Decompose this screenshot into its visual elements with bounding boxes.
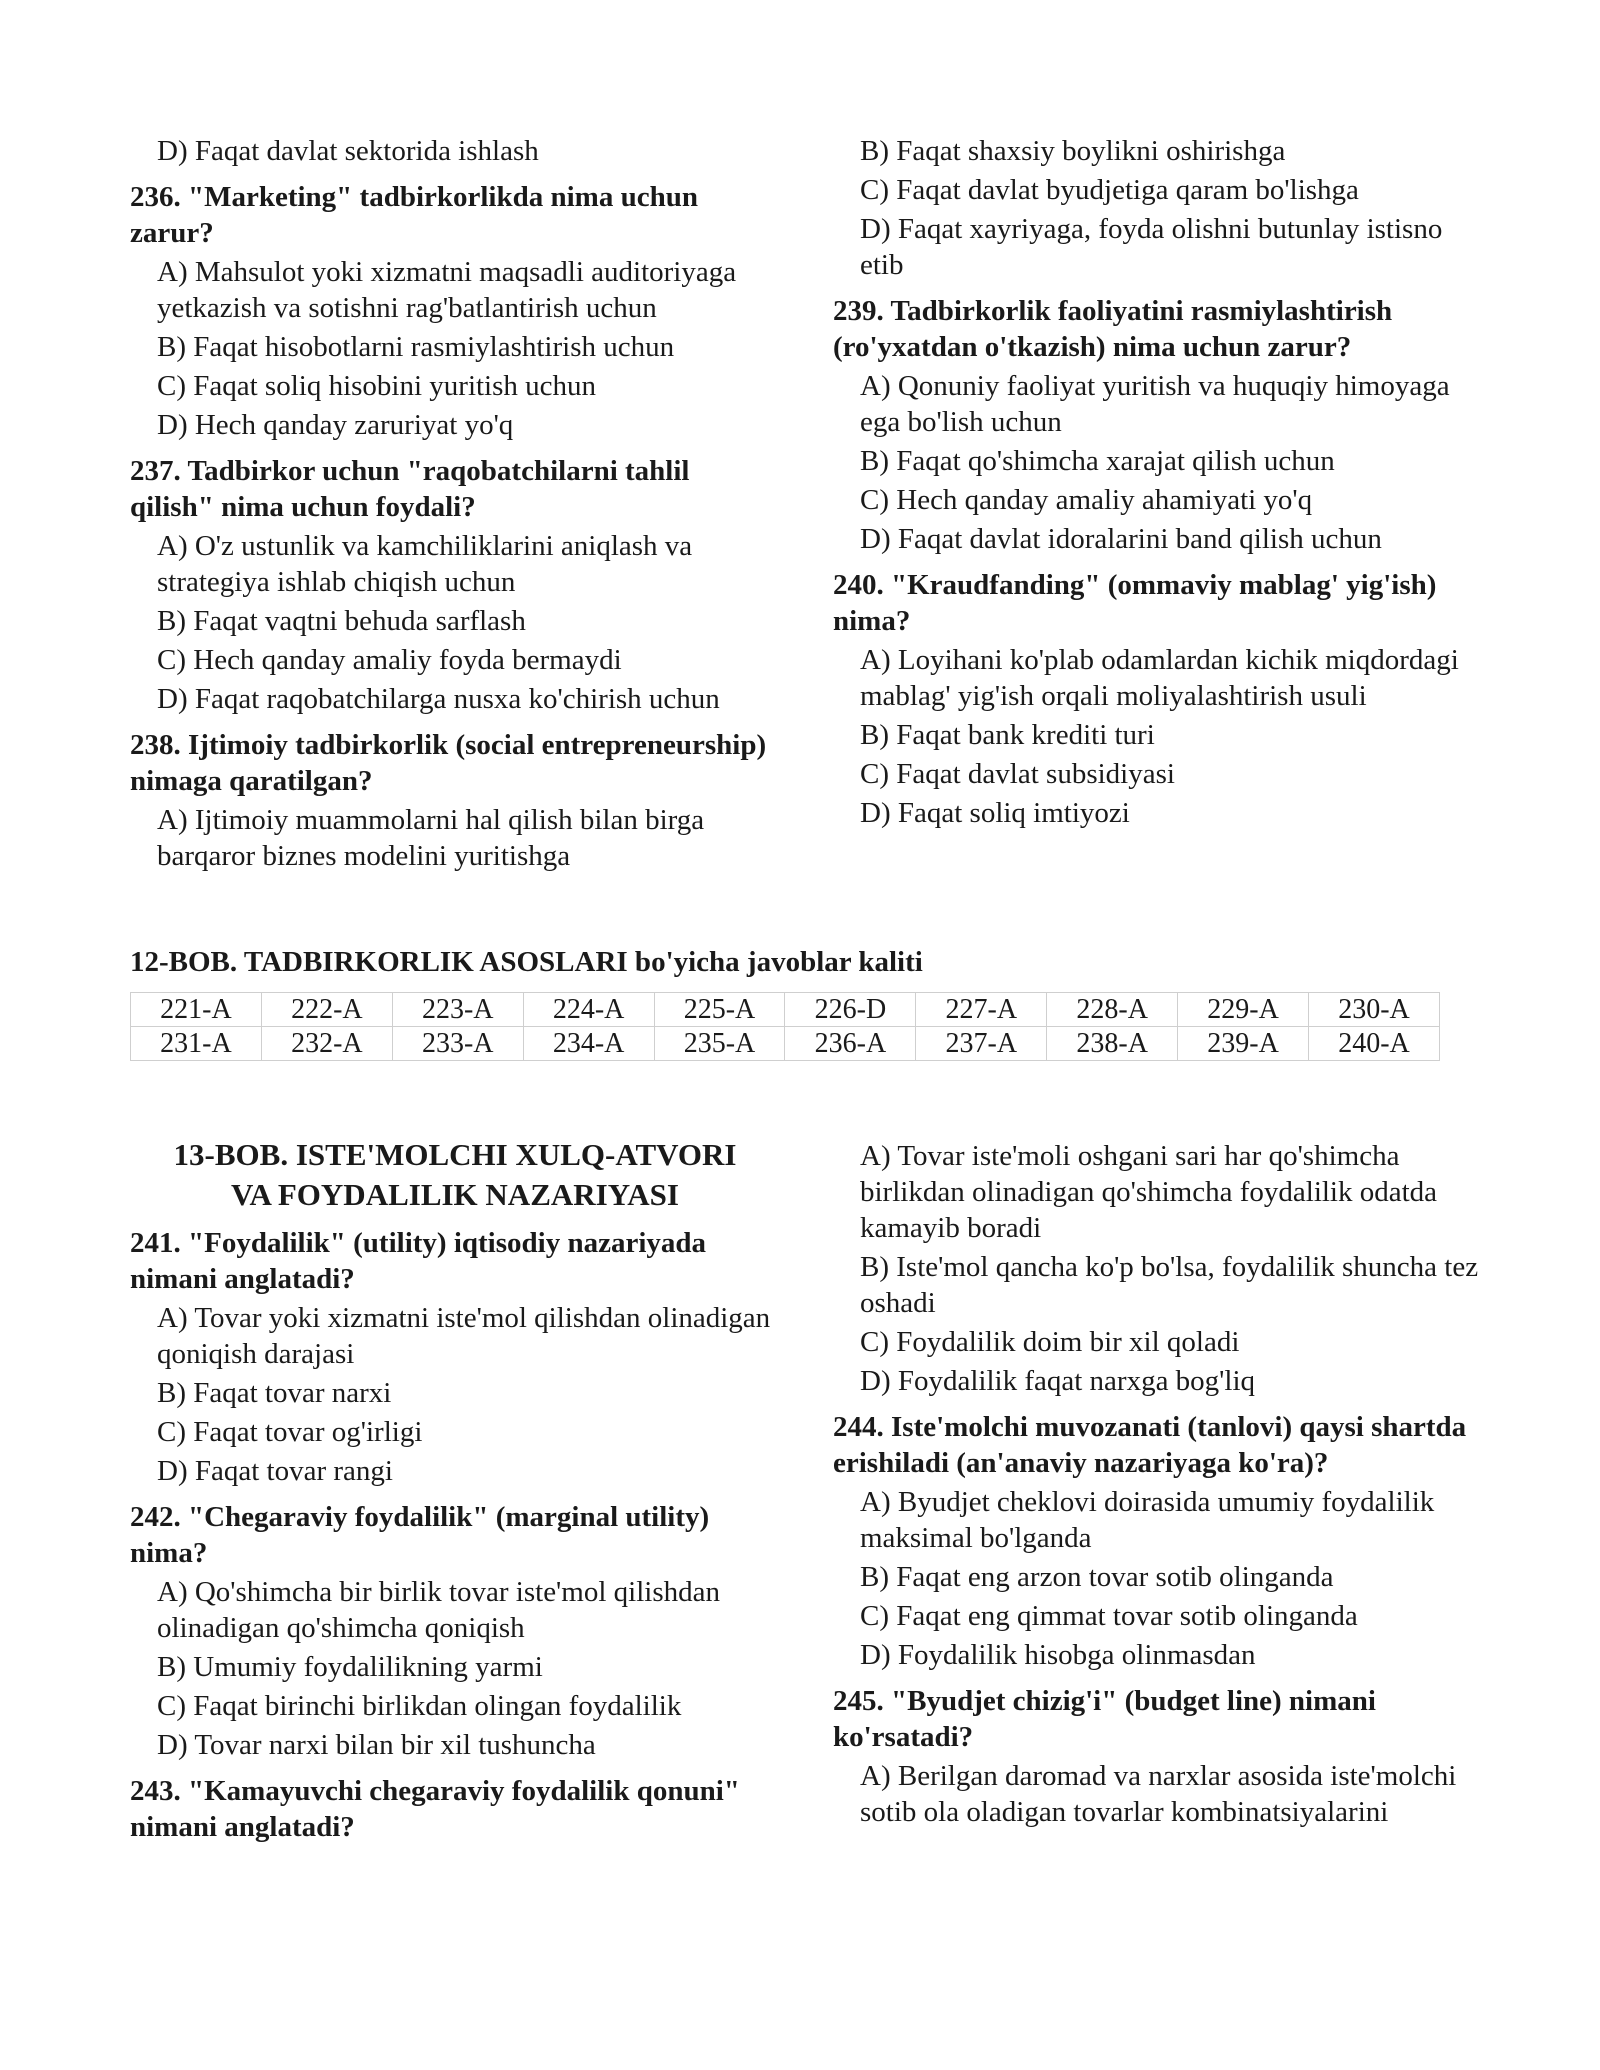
answer-key-cell: 231-A [131,1027,262,1061]
answer-option: C) Hech qanday amaliy foyda bermaydi [157,644,622,676]
answer-option: B) Faqat bank krediti turi [860,719,1155,751]
answer-key-cell: 226-D [785,993,916,1027]
answer-key-cell: 236-A [785,1027,916,1061]
answer-option: D) Faqat soliq imtiyozi [860,797,1130,829]
answer-option: A) Ijtimoiy muammolarni hal qilish bilan birga barqaror biznes modelini yuritishga [157,804,705,872]
answer-key-cell: 233-A [392,1027,523,1061]
answer-key-cell: 222-A [261,993,392,1027]
question-text: 245. "Byudjet chizig'i" (budget line) nimani ko'rsatadi? [833,1685,1376,1753]
answer-option: B) Faqat hisobotlarni rasmiylashtirish uchun [157,331,675,363]
answer-option: D) Foydalilik faqat narxga bog'liq [860,1365,1256,1397]
answer-option: B) Umumiy foydalilikning yarmi [157,1651,543,1683]
answer-option: A) O'z ustunlik va kamchiliklarini aniqlash va strategiya ishlab chiqish uchun [157,530,693,598]
answer-key-cell: 229-A [1178,993,1309,1027]
answer-key-row [131,1027,1440,1061]
answer-option: A) Qonuniy faoliyat yuritish va huquqiy himoyaga ega bo'lish uchun [860,370,1450,438]
answer-option: D) Faqat raqobatchilarga nusxa ko'chirish uchun [157,683,720,715]
left-column-bottom [130,1135,780,1845]
answer-key-cell: 223-A [392,993,523,1027]
answer-option: C) Hech qanday amaliy ahamiyati yo'q [860,484,1313,516]
question-text: 237. Tadbirkor uchun "raqobatchilarni tahlil qilish" nima uchun foydali? [130,455,690,523]
answer-option: B) Faqat vaqtni behuda sarflash [157,605,526,637]
right-column-top [833,130,1483,831]
answer-key-cell: 240-A [1309,1027,1440,1061]
answer-option: C) Faqat birinchi birlikdan olingan foydalilik [157,1690,682,1722]
question-text: 240. "Kraudfanding" (ommaviy mablag' yig'ish) nima? [833,569,1437,637]
answer-option: A) Byudjet cheklovi doirasida umumiy foydalilik maksimal bo'lganda [860,1486,1435,1554]
answer-option: A) Loyihani ko'plab odamlardan kichik miqdordagi mablag' yig'ish orqali moliyalashtirish usuli [860,644,1459,712]
answer-option: D) Faqat davlat sektorida ishlash [157,135,539,167]
answer-option: C) Faqat tovar og'irligi [157,1416,423,1448]
answer-option: B) Faqat tovar narxi [157,1377,392,1409]
left-bottom-questions [130,1225,780,1845]
answer-option: B) Iste'mol qancha ko'p bo'lsa, foydalilik shuncha tez oshadi [860,1251,1479,1319]
question-text: 243. "Kamayuvchi chegaraviy foydalilik qonuni" nimani anglatadi? [130,1775,740,1843]
answer-key-table [130,992,1440,1061]
chapter-title-line1: 13-BOB. ISTE'MOLCHI XULQ-ATVORI [173,1137,737,1172]
answer-option: D) Faqat xayriyaga, foyda olishni butunlay istisno etib [860,213,1443,281]
answer-option: C) Faqat davlat subsidiyasi [860,758,1175,790]
answer-option: D) Faqat davlat idoralarini band qilish uchun [860,523,1382,555]
answer-option: C) Faqat davlat byudjetiga qaram bo'lishga [860,174,1359,206]
right-column-bottom [833,1135,1483,1830]
question-text: 238. Ijtimoiy tadbirkorlik (social entrepreneurship) nimaga qaratilgan? [130,729,767,797]
answer-option: D) Foydalilik hisobga olinmasdan [860,1639,1256,1671]
answer-key-cell: 237-A [916,1027,1047,1061]
left-column-top [130,130,780,874]
question-text: 241. "Foydalilik" (utility) iqtisodiy nazariyada nimani anglatadi? [130,1227,707,1295]
answer-option: C) Foydalilik doim bir xil qoladi [860,1326,1240,1358]
question-text: 239. Tadbirkorlik faoliyatini rasmiylashtirish (ro'yxatdan o'tkazish) nima uchun zarur? [833,295,1393,363]
answer-option: A) Tovar iste'moli oshgani sari har qo'shimcha birlikdan olinadigan qo'shimcha foydalilik odatda kamayib boradi [860,1140,1438,1244]
answer-key-title: 12-BOB. TADBIRKORLIK ASOSLARI bo'yicha javoblar kaliti [130,946,923,978]
chapter-title [130,1135,780,1215]
answer-key-cell: 239-A [1178,1027,1309,1061]
answer-option: B) Faqat eng arzon tovar sotib olinganda [860,1561,1334,1593]
answer-key-cell: 235-A [654,1027,785,1061]
question-text: 236. "Marketing" tadbirkorlikda nima uchun zarur? [130,181,698,249]
answer-option: A) Mahsulot yoki xizmatni maqsadli auditoriyaga yetkazish va sotishni rag'batlantirish uchun [157,256,737,324]
answer-option: D) Hech qanday zaruriyat yo'q [157,409,514,441]
answer-option: C) Faqat eng qimmat tovar sotib olinganda [860,1600,1358,1632]
answer-option: B) Faqat qo'shimcha xarajat qilish uchun [860,445,1335,477]
answer-key-cell: 225-A [654,993,785,1027]
answer-key-cell: 230-A [1309,993,1440,1027]
answer-key-cell: 221-A [131,993,262,1027]
answer-key-row [131,993,1440,1027]
answer-key-cell: 224-A [523,993,654,1027]
answer-key-cell: 234-A [523,1027,654,1061]
answer-key-cell: 227-A [916,993,1047,1027]
answer-option: D) Faqat tovar rangi [157,1455,393,1487]
answer-option: A) Qo'shimcha bir birlik tovar iste'mol qilishdan olinadigan qo'shimcha qoniqish [157,1576,720,1644]
answer-key-cell: 228-A [1047,993,1178,1027]
answer-option: A) Berilgan daromad va narxlar asosida iste'molchi sotib ola oladigan tovarlar kombinatsiyalarini [860,1760,1457,1828]
answer-key-cell: 232-A [261,1027,392,1061]
answer-option: B) Faqat shaxsiy boylikni oshirishga [860,135,1286,167]
answer-option: A) Tovar yoki xizmatni iste'mol qilishdan olinadigan qoniqish darajasi [157,1302,771,1370]
answer-option: C) Faqat soliq hisobini yuritish uchun [157,370,597,402]
question-text: 242. "Chegaraviy foydalilik" (marginal utility) nima? [130,1501,710,1569]
answer-key-cell: 238-A [1047,1027,1178,1061]
question-text: 244. Iste'molchi muvozanati (tanlovi) qaysi shartda erishiladi (an'anaviy nazariyaga ko'ra)? [833,1411,1467,1479]
answer-option: D) Tovar narxi bilan bir xil tushuncha [157,1729,596,1761]
chapter-title-line2: VA FOYDALILIK NAZARIYASI [231,1177,679,1212]
